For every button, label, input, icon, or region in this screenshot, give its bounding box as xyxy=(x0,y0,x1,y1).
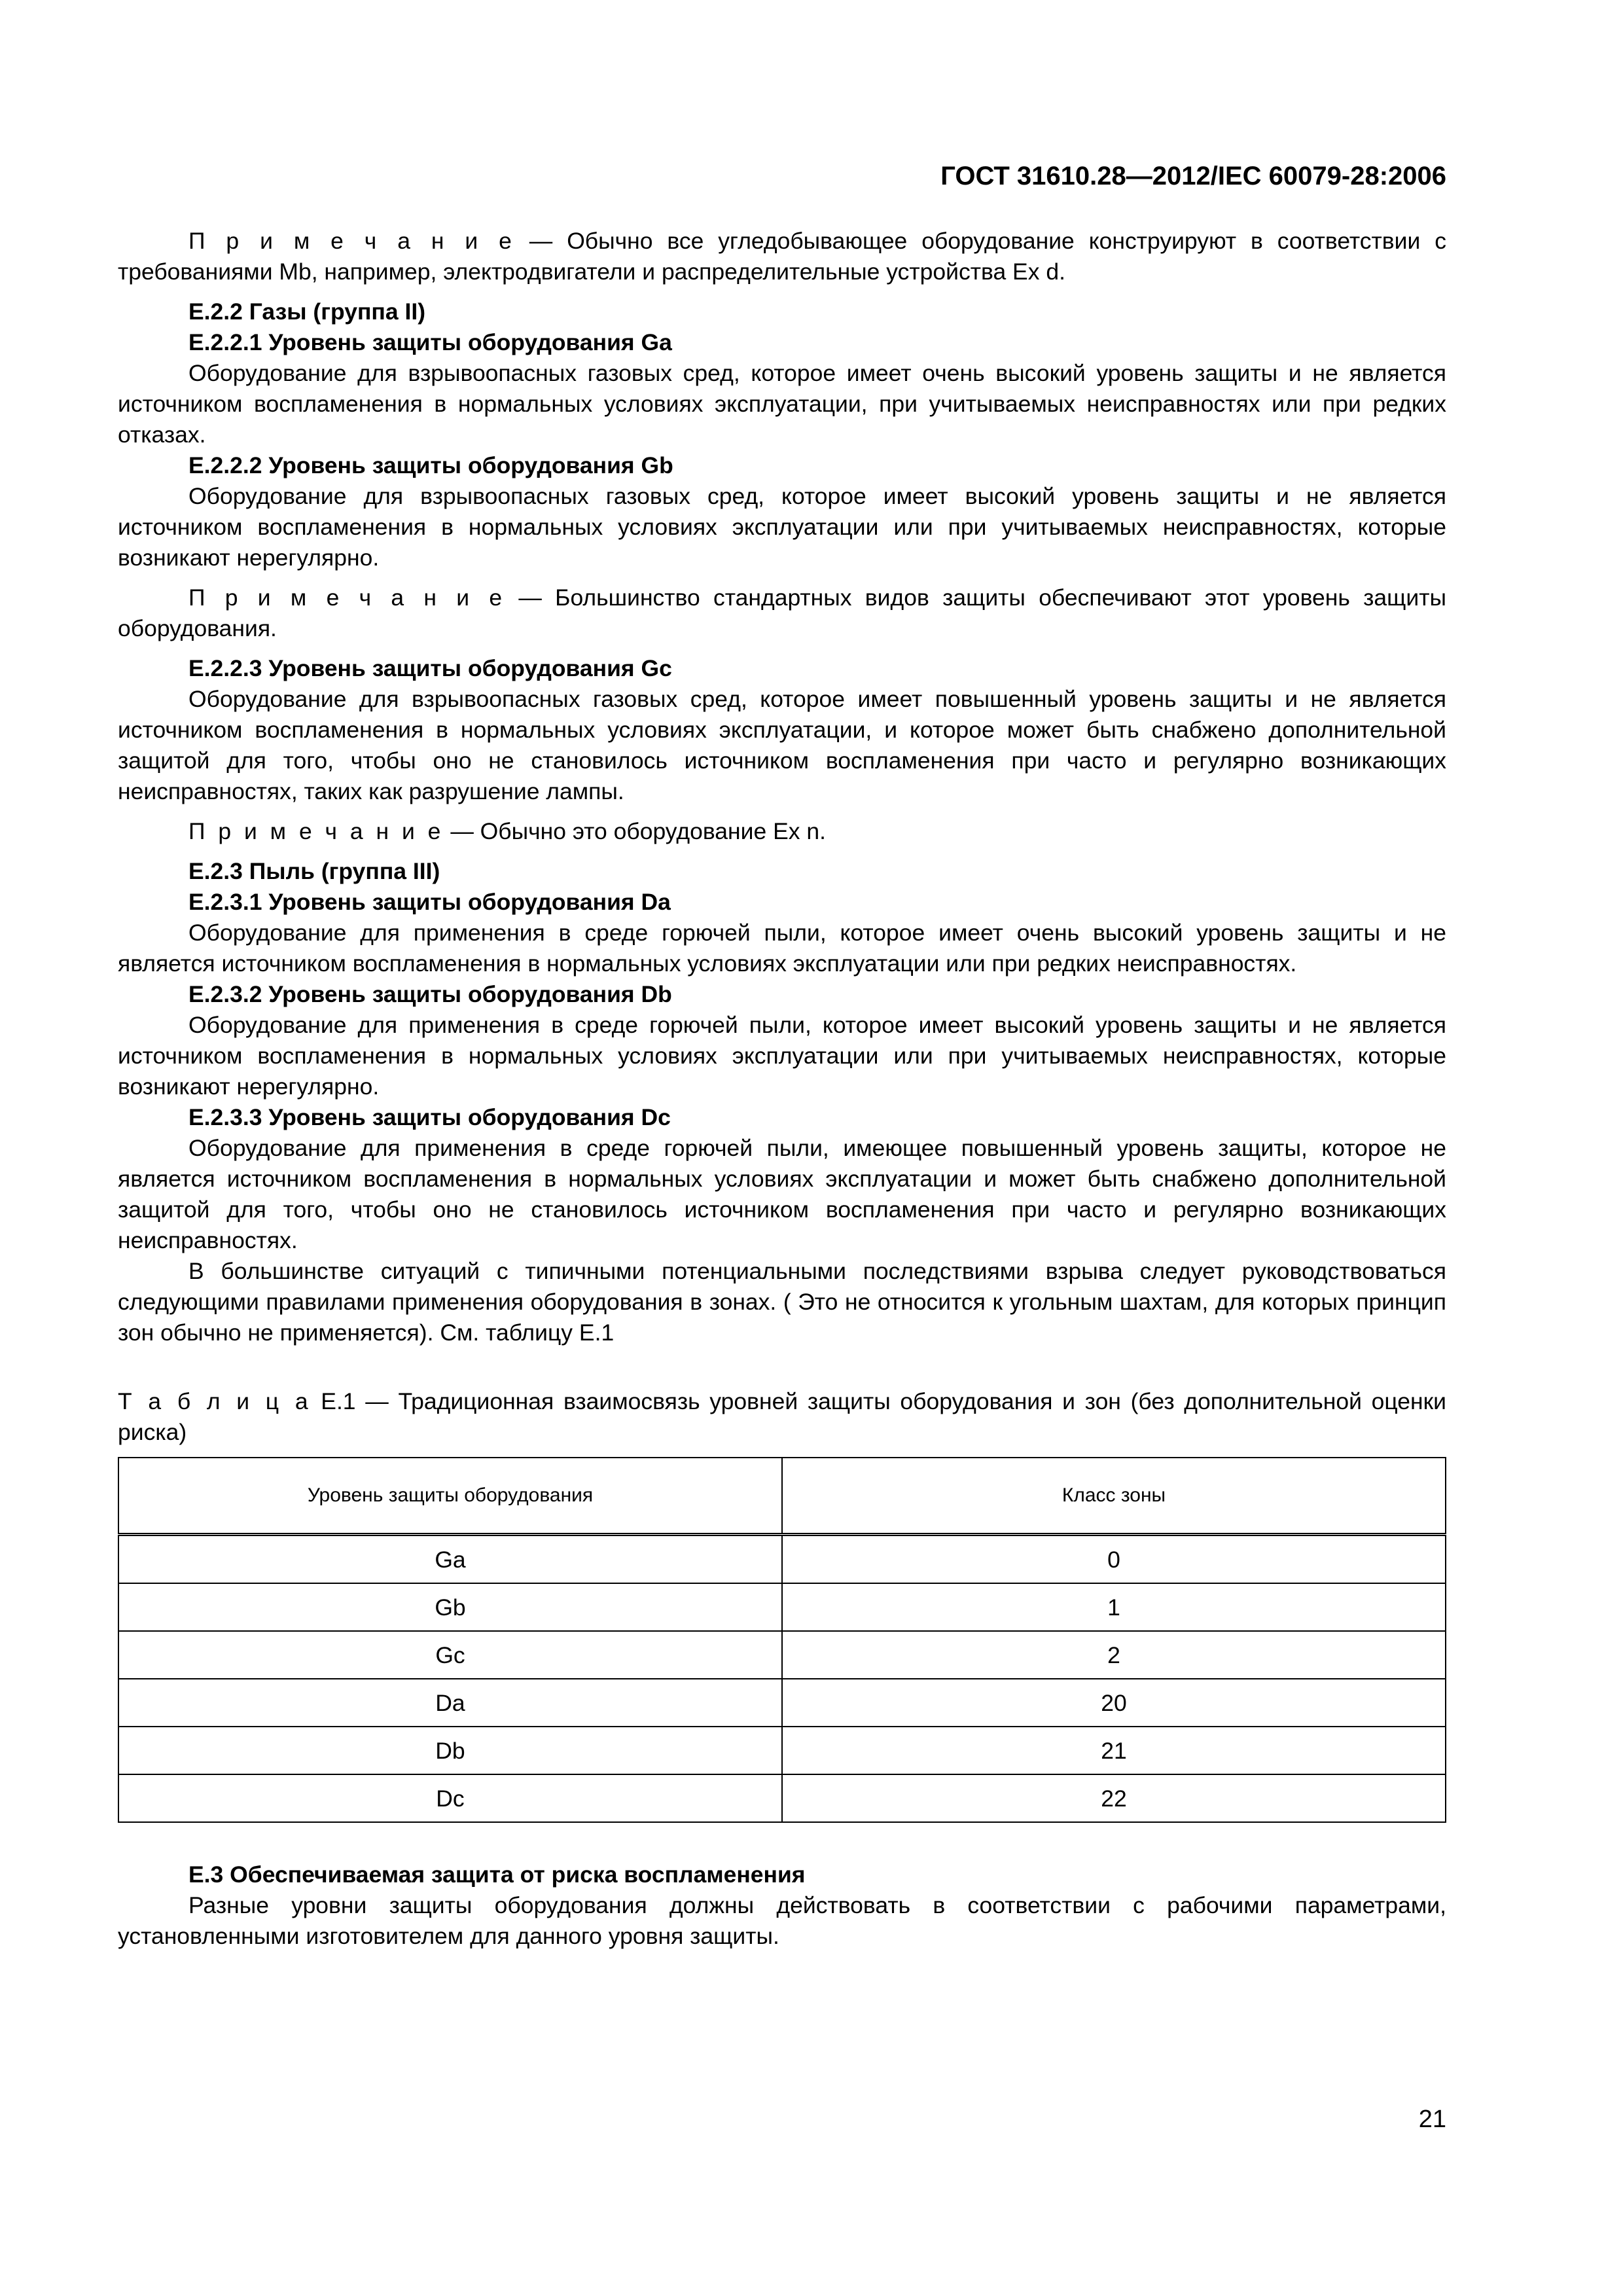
table-header-row xyxy=(118,1458,1446,1535)
note-paragraph xyxy=(118,583,1446,644)
note-paragraph xyxy=(118,816,1446,847)
paragraph-e223: Оборудование для взрывоопасных газовых сред, которое имеет повышенный уровень защиты и не является источником воспламенения в нормальных условиях эксплуатации, и которое может быть снабжено дополнительной защитой для того, чтобы оно не становилось источником воспламенения при часто и регулярно возникающих неисправностях, таких как разрушение лампы. xyxy=(118,686,1446,804)
table-cell-zone: 0 xyxy=(782,1535,1446,1584)
protection-level-table xyxy=(118,1457,1446,1823)
paragraph-e233: Оборудование для применения в среде горючей пыли, имеющее повышенный уровень защиты, которое не является источником воспламенения в нормальных условиях эксплуатации и может быть снабжено дополнительной защитой для того, чтобы оно не становилось источником воспламенения при часто и регулярно возникающих неисправностях. xyxy=(118,1135,1446,1253)
table-cell-zone: 21 xyxy=(782,1727,1446,1774)
column-header-zone: Класс зоны xyxy=(782,1458,1446,1535)
table-cell-epl: Da xyxy=(118,1679,782,1727)
paragraph-e3: Разные уровни защиты оборудования должны действовать в соответствии с рабочими параметрами, установленными изготовителем для данного уровня защиты. xyxy=(118,1892,1446,1949)
section-heading-e231: Е.2.3.1 Уровень защиты оборудования Da xyxy=(188,889,671,915)
table-cell-epl: Gb xyxy=(118,1583,782,1631)
table-cell-zone: 20 xyxy=(782,1679,1446,1727)
paragraph-e232: Оборудование для применения в среде горючей пыли, которое имеет высокий уровень защиты и не является источником воспламенения в нормальных условиях эксплуатации или при учитываемых неисправностях, которые возникают нерегулярно. xyxy=(118,1012,1446,1100)
section-heading-e23: Е.2.3 Пыль (группа III) xyxy=(188,858,440,884)
paragraph-rules: В большинстве ситуаций с типичными потенциальными последствиями взрыва следует руководствоваться следующими правилами применения оборудования в зонах. ( Это не относится к угольным шахтам, для которых принцип зон обычно не применяется). См. таблицу Е.1 xyxy=(118,1258,1446,1346)
table-cell-epl: Db xyxy=(118,1727,782,1774)
section-heading-e232: Е.2.3.2 Уровень защиты оборудования Db xyxy=(188,981,672,1007)
note-paragraph xyxy=(118,226,1446,287)
section-heading-e221: Е.2.2.1 Уровень защиты оборудования Ga xyxy=(188,329,672,355)
document-header: ГОСТ 31610.28—2012/IEC 60079-28:2006 xyxy=(940,162,1446,190)
table-row xyxy=(118,1583,1446,1631)
paragraph-e231: Оборудование для применения в среде горючей пыли, которое имеет очень высокий уровень защиты и не является источником воспламенения в нормальных условиях эксплуатации или при редких неисправностях. xyxy=(118,920,1446,977)
table-row xyxy=(118,1727,1446,1774)
table-caption-text: Е.1 — Традиционная взаимосвязь уровней защиты оборудования и зон (без дополнительной оценки риска) xyxy=(118,1388,1446,1445)
table-row xyxy=(118,1774,1446,1822)
paragraph-e222: Оборудование для взрывоопасных газовых сред, которое имеет высокий уровень защиты и не является источником воспламенения в нормальных условиях эксплуатации или при учитываемых неисправностях, которые возникают нерегулярно. xyxy=(118,483,1446,571)
note-label: П р и м е ч а н и е xyxy=(188,818,444,844)
note-text: — Обычно это оборудование Ex n. xyxy=(450,818,826,844)
table-cell-epl: Ga xyxy=(118,1535,782,1584)
section-heading-e222: Е.2.2.2 Уровень защиты оборудования Gb xyxy=(188,452,673,478)
note-text: — Обычно все угледобывающее оборудование конструируют в соответствии с требованиями Mb, например, электродвигатели и распределительные устройства Ex d. xyxy=(118,228,1446,285)
section-heading-e22: Е.2.2 Газы (группа II) xyxy=(188,298,426,325)
column-header-epl: Уровень защиты оборудования xyxy=(118,1458,782,1535)
section-heading-e223: Е.2.2.3 Уровень защиты оборудования Gc xyxy=(188,655,672,681)
section-heading-e3: Е.3 Обеспечиваемая защита от риска воспламенения xyxy=(188,1861,806,1888)
note-text: — Большинство стандартных видов защиты обеспечивают этот уровень защиты оборудования. xyxy=(118,584,1446,641)
document-body xyxy=(118,147,1446,1952)
table-row xyxy=(118,1631,1446,1679)
table-cell-zone: 2 xyxy=(782,1631,1446,1679)
table-row xyxy=(118,1535,1446,1584)
table-caption-label: Т а б л и ц а xyxy=(118,1388,312,1414)
table-cell-zone: 22 xyxy=(782,1774,1446,1822)
table-row xyxy=(118,1679,1446,1727)
note-label: П р и м е ч а н и е xyxy=(188,228,515,254)
table-cell-epl: Dc xyxy=(118,1774,782,1822)
section-heading-e233: Е.2.3.3 Уровень защиты оборудования Dc xyxy=(188,1104,671,1130)
table-cell-zone: 1 xyxy=(782,1583,1446,1631)
paragraph-e221: Оборудование для взрывоопасных газовых сред, которое имеет очень высокий уровень защиты и не является источником воспламенения в нормальных условиях эксплуатации, при учитываемых неисправностях или при редких отказах. xyxy=(118,360,1446,448)
table-cell-epl: Gc xyxy=(118,1631,782,1679)
table-caption xyxy=(118,1386,1446,1448)
page-number: 21 xyxy=(1418,2106,1446,2133)
note-label: П р и м е ч а н и е xyxy=(188,584,506,611)
